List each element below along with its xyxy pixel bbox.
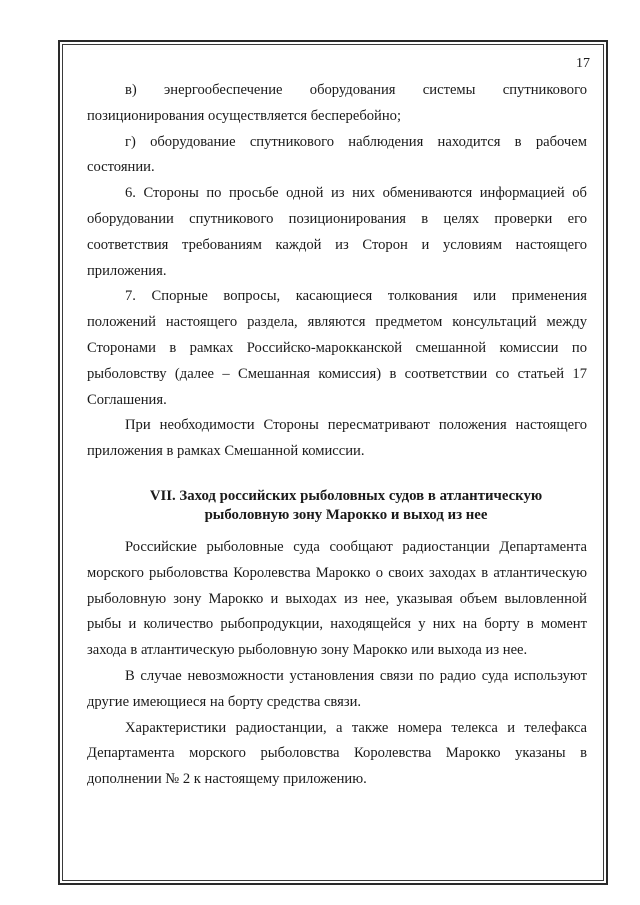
page-number: 17: [576, 56, 590, 71]
paragraph-7: 7. Спорные вопросы, касающиеся толкования или применения положений настоящего раздела, являются предметом консультаций между Сторонами в рамках Российско-марокканской смешанной комиссии по рыболовству (далее – Смешанная комиссия) в соответствии со статьей 17 Соглашения.: [87, 288, 587, 408]
paragraph-item-v: в) энергообеспечение оборудования системы спутникового позиционирования осуществляется бесперебойно;: [87, 82, 587, 124]
paragraph-review: При необходимости Стороны пересматривают положения настоящего приложения в рамках Смешанной комиссии.: [87, 417, 587, 460]
section-heading-line-1: VII. Заход российских рыболовных судов в атлантическую: [149, 487, 543, 504]
paragraph-item-g: г) оборудование спутникового наблюдения находится в рабочем состоянии.: [87, 133, 587, 176]
paragraph-station-details: Характеристики радиостанции, а также номера телекса и телефакса Департамента морского рыболовства Королевства Марокко указаны в дополнении № 2 к настоящему приложению.: [87, 719, 587, 788]
section-heading-line-2: рыболовную зону Марокко и выход из нее: [204, 506, 488, 523]
paragraph-6: 6. Стороны по просьбе одной из них обмениваются информацией об оборудовании спутникового позиционирования в целях проверки его соответствия требованиям каждой из Сторон и условиям настоящего приложения.: [87, 185, 587, 279]
paragraph-radio-report: Российские рыболовные суда сообщают радиостанции Департамента морского рыболовства Королевства Марокко о своих заходах в атлантическую рыболовную зону Марокко и выходах из нее, указывая объем выловленной рыбы и количество рыбопродукции, находящейся у них на борту в момент захода в атлантическую рыболовную зону Марокко или выхода из нее.: [87, 538, 587, 659]
paragraph-alt-communication: В случае невозможности установления связи по радио суда используют другие имеющиеся на борту средства связи.: [87, 667, 587, 710]
document-body: [87, 78, 587, 793]
section-heading: [87, 487, 587, 525]
